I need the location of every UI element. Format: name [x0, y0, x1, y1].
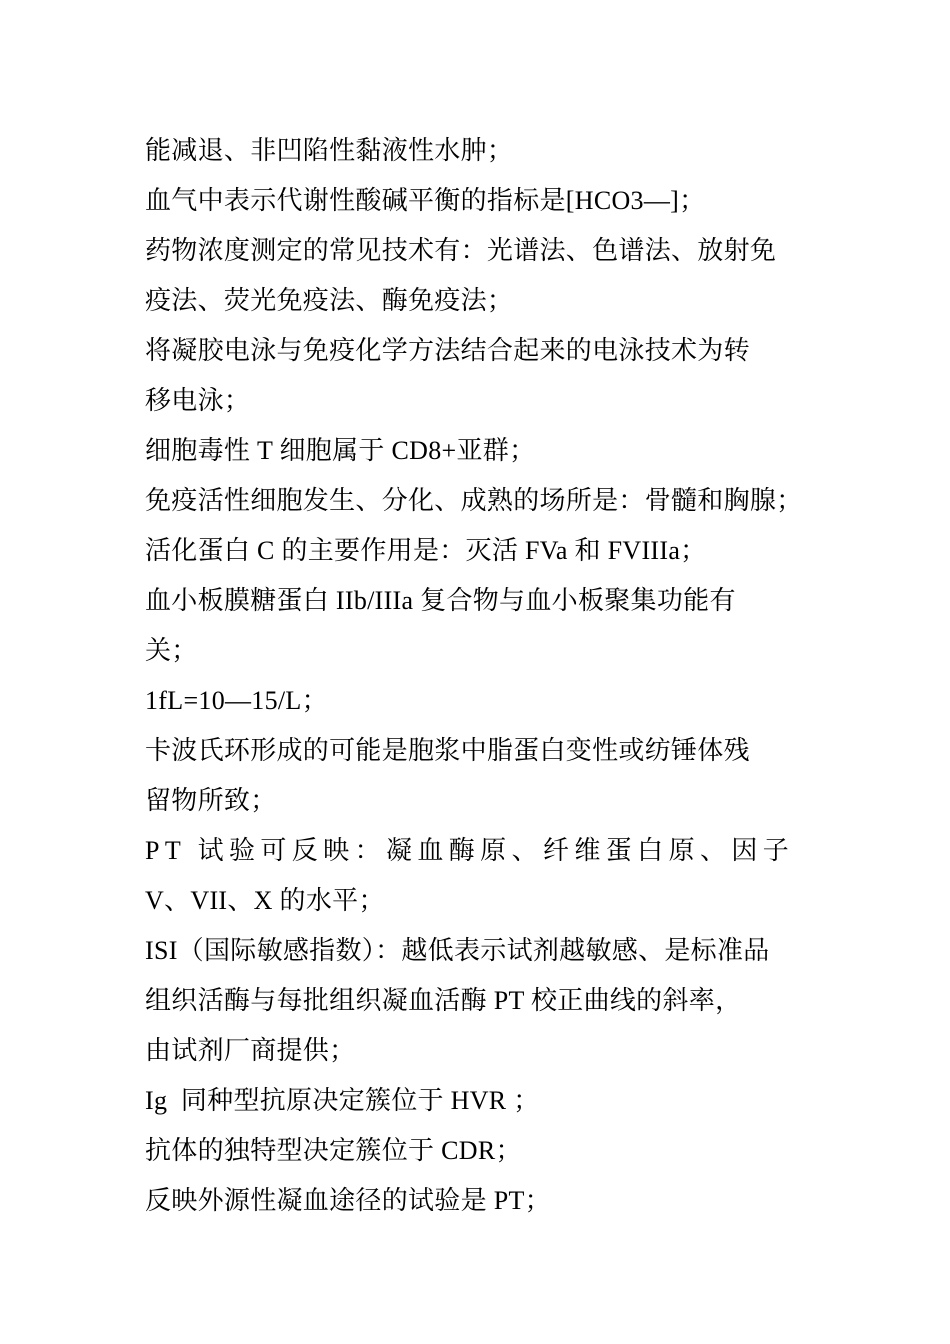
text-line: 细胞毒性 T 细胞属于 CD8+亚群； — [145, 436, 536, 465]
text-line: ISI（国际敏感指数）：越低表示试剂越敏感、是标准品 — [145, 936, 770, 965]
text-line: 血气中表示代谢性酸碱平衡的指标是[HCO3—]； — [145, 186, 706, 215]
text-line: 药物浓度测定的常见技术有：光谱法、色谱法、放射免 — [145, 236, 777, 265]
text-line: 疫法、荧光免疫法、酶免疫法； — [145, 286, 514, 315]
text-line: 免疫活性细胞发生、分化、成熟的场所是：骨髓和胸腺； — [145, 486, 803, 515]
text-line: 卡波氏环形成的可能是胞浆中脂蛋白变性或纺锤体残 — [145, 736, 750, 765]
text-line: 活化蛋白 C 的主要作用是：灭活 FVa 和 FVIIIa； — [145, 536, 707, 565]
text-line: 组织活酶与每批组织凝血活酶 PT 校正曲线的斜率， — [145, 986, 742, 1015]
text-line: 移电泳； — [145, 386, 251, 415]
text-line: 反映外源性凝血途径的试验是 PT； — [145, 1186, 551, 1215]
text-line: V、VII、X 的水平； — [145, 886, 385, 915]
text-line: PT 试验可反映：凝血酶原、纤维蛋白原、因子 — [145, 836, 795, 865]
text-line: 血小板膜糖蛋白 IIb/IIIa 复合物与血小板聚集功能有 — [145, 586, 736, 615]
text-line: Ig 同种型抗原决定簇位于 HVR ； — [145, 1086, 540, 1115]
text-line: 抗体的独特型决定簇位于 CDR； — [145, 1136, 522, 1165]
text-line: 能减退、非凹陷性黏液性水肿； — [145, 136, 514, 165]
text-line: 关； — [145, 636, 198, 665]
text-line: 将凝胶电泳与免疫化学方法结合起来的电泳技术为转 — [145, 336, 750, 365]
text-line: 1fL=10—15/L； — [145, 686, 328, 715]
document-body — [145, 126, 817, 1226]
text-line: 由试剂厂商提供； — [145, 1036, 356, 1065]
text-line: 留物所致； — [145, 786, 277, 815]
